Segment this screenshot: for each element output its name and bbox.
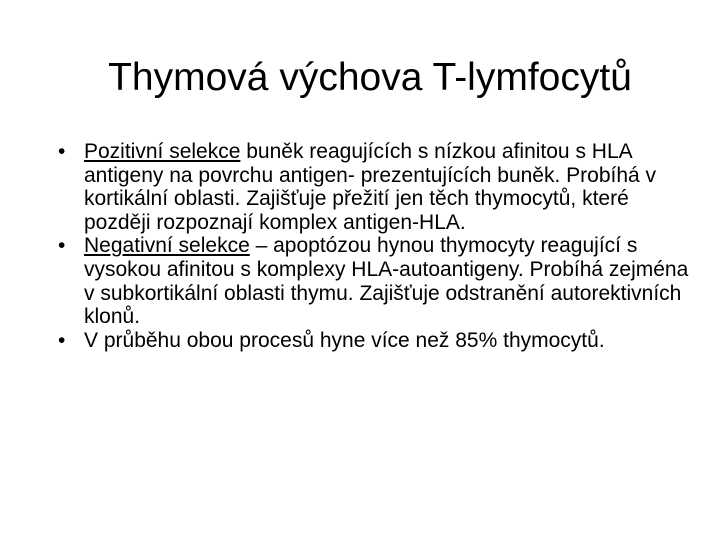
bullet-list [58, 140, 694, 352]
slide-title: Thymová výchova T-lymfocytů [108, 56, 632, 99]
bullet-text: V průběhu obou procesů hyne více než 85% thymocytů. [84, 328, 605, 352]
bullet-dot-icon: • [58, 140, 66, 163]
bullet-item-positive-selection [58, 140, 694, 234]
bullet-term: Negativní selekce [84, 234, 250, 258]
bullet-item-negative-selection [58, 234, 694, 328]
bullet-dot-icon: • [58, 234, 66, 258]
bullet-text: – apoptózou hynou thymocyty reagující s vysokou afinitou s komplexy HLA-autoantigeny. Probíhá zejména v subkortikální oblasti thymu. Zajišťuje odstranění autorektivních klonů. [84, 234, 689, 329]
bullet-term: Pozitivní selekce [84, 140, 241, 163]
bullet-dot-icon: • [58, 328, 66, 352]
bullet-item-summary [58, 329, 694, 353]
bullet-text: buněk reagujících s nízkou afinitou s HLA antigeny na povrchu antigen- prezentujících buněk. Probíhá v kortikální oblasti. Zajišťuje přežití jen těch thymocytů, které později rozpoznají komplex antigen-HLA. [84, 140, 657, 234]
